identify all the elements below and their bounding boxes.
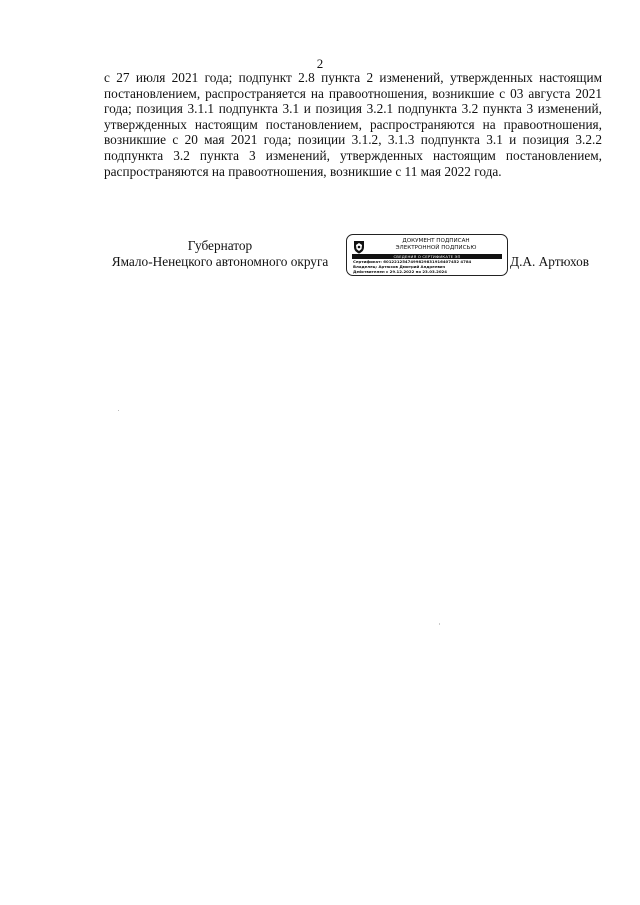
body-paragraph: с 27 июля 2021 года; подпункт 2.8 пункта 2 изменений, утвержденных настоящим постановлением, распространяется на правоотношения, возникшие с 03 августа 2021 года; позиция 3.1.1 подпункта 3.1 и позиция 3.2.1 подпункта 3.2 пункта 3 изменений, утвержденных настоящим постановлением, распространяются на правоотношения, возникшие с 20 мая 2021 года; позиции 3.1.2, 3.1.3 подпункта 3.1 и позиция 3.2.2 подпункта 3.2 пункта 3 изменений, утвержденных настоящим постановлением, распространяются на правоотношения, возникшие с 11 мая 2022 года.: [104, 70, 602, 179]
signer-title-line-2: Ямало-Ненецкого автономного округа: [111, 253, 329, 269]
signature-block: [100, 234, 608, 284]
stamp-validity: Действителен с 29.12.2022 по 23.03.2024: [353, 269, 447, 274]
stamp-info-bar: СВЕДЕНИЯ О СЕРТИФИКАТЕ ЭП: [352, 254, 502, 259]
scan-speck: [118, 410, 119, 411]
signer-title: [100, 238, 340, 269]
stamp-heading-line-2: ЭЛЕКТРОННОЙ ПОДПИСЬЮ: [395, 245, 477, 251]
stamp-owner: Владелец: Артюхов Дмитрий Андреевич: [353, 264, 446, 269]
scan-speck: [439, 623, 440, 625]
body-text: [104, 70, 602, 179]
coat-of-arms-icon: [353, 240, 365, 254]
stamp-heading: [369, 238, 503, 252]
electronic-signature-stamp: [346, 234, 508, 276]
stamp-heading-line-1: ДОКУМЕНТ ПОДПИСАН: [402, 238, 470, 244]
signer-title-line-1: Губернатор: [187, 238, 253, 253]
stamp-certificate: Сертификат: 6012212547499829831916407452 4784: [353, 259, 472, 264]
page-number: 2: [316, 56, 324, 71]
signer-name: Д.А. Артюхов: [510, 254, 590, 269]
